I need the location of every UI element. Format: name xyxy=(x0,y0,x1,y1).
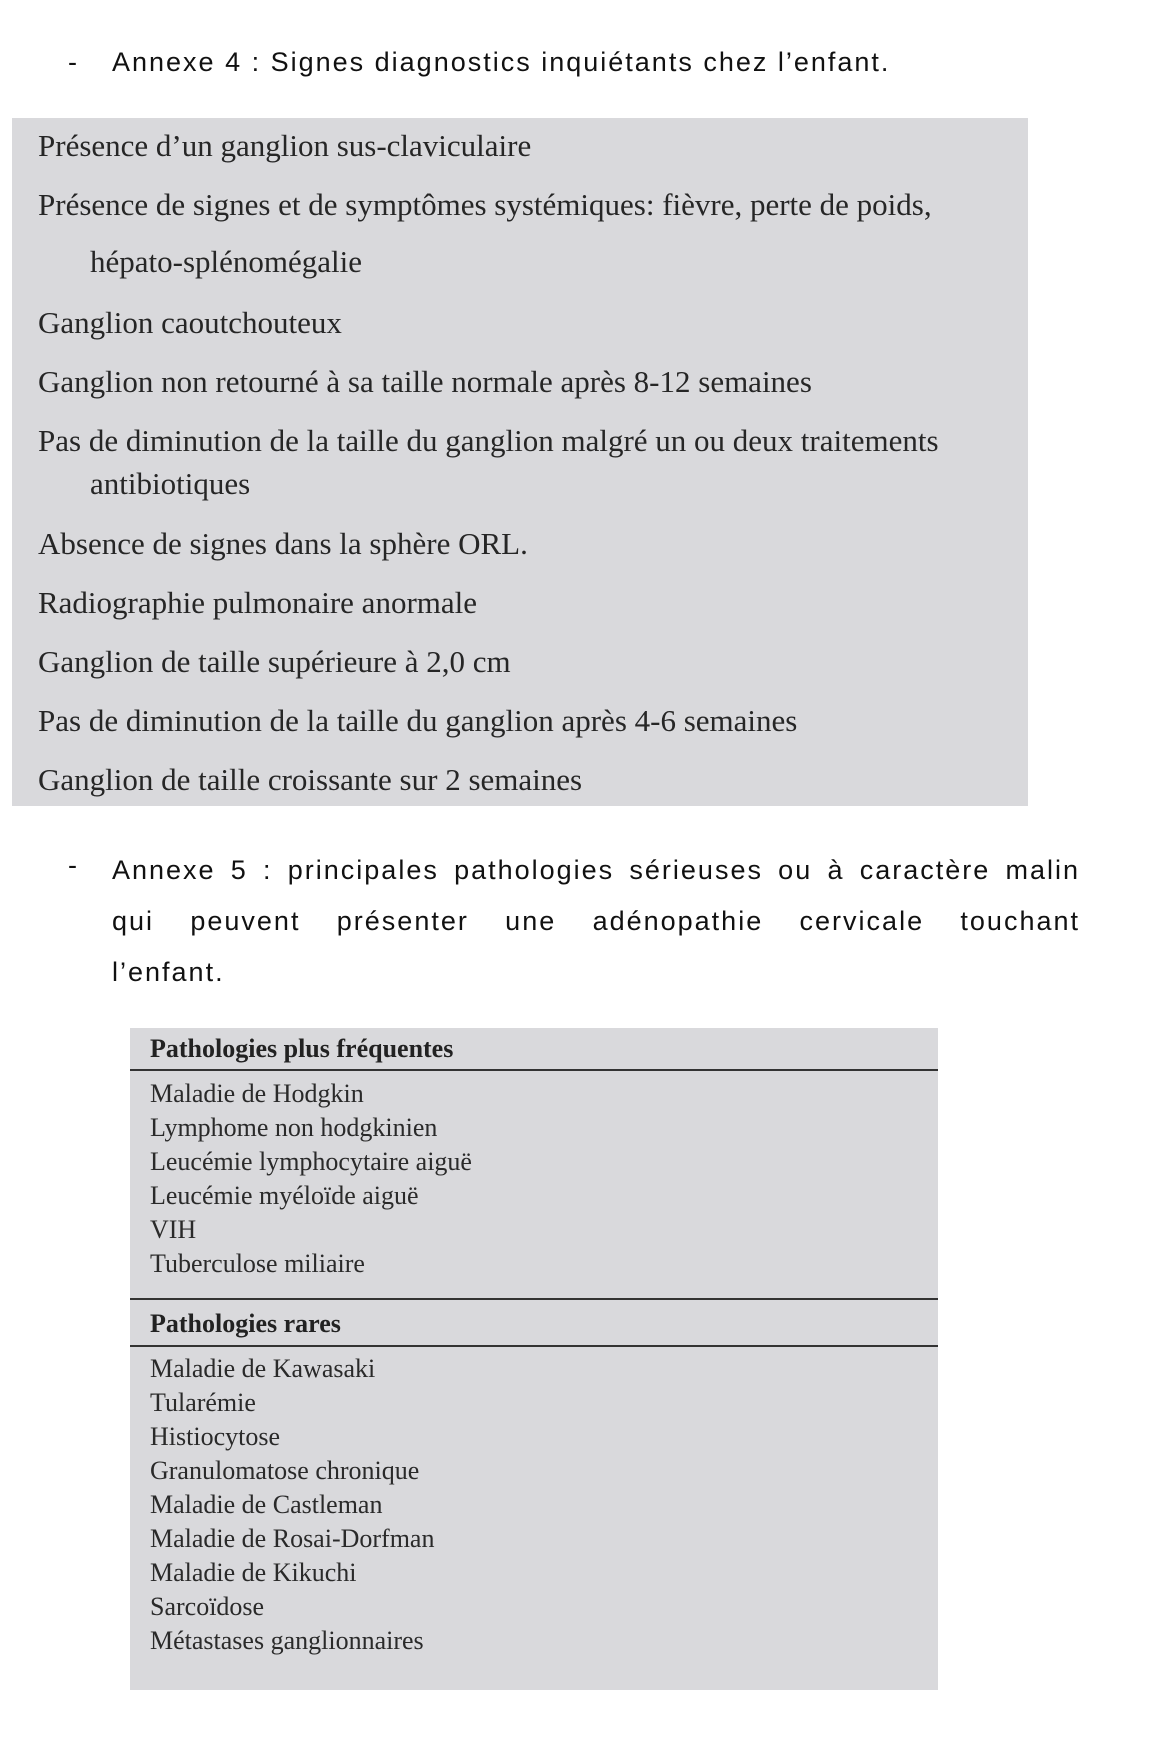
warning-sign-item xyxy=(38,423,939,502)
frequent-pathologies-list xyxy=(150,1077,472,1281)
pathology-item: Maladie de Kawasaki xyxy=(150,1354,376,1383)
warning-sign-item xyxy=(38,305,342,341)
annex4-heading: Annexe 4 : Signes diagnostics inquiétants chez l’enfant. xyxy=(112,47,891,77)
warning-signs-box xyxy=(12,118,1028,806)
warning-sign-text: Ganglion de taille supérieure à 2,0 cm xyxy=(38,644,511,679)
pathology-item: Maladie de Rosai-Dorfman xyxy=(150,1524,435,1553)
pathology-item: Maladie de Castleman xyxy=(150,1490,383,1519)
pathology-item: Sarcoïdose xyxy=(150,1592,265,1621)
pathology-item: Lymphome non hodgkinien xyxy=(150,1113,438,1142)
pathology-item: Leucémie lymphocytaire aiguë xyxy=(150,1147,472,1176)
header-divider xyxy=(130,1069,938,1071)
pathology-item: Histiocytose xyxy=(150,1422,280,1451)
pathology-item: VIH xyxy=(150,1215,197,1244)
warning-sign-text: Absence de signes dans la sphère ORL. xyxy=(38,526,528,561)
warning-sign-text: Présence d’un ganglion sus-claviculaire xyxy=(38,128,532,163)
pathology-item: Leucémie myéloïde aiguë xyxy=(150,1181,419,1210)
pathology-item: Métastases ganglionnaires xyxy=(150,1626,424,1655)
warning-sign-item xyxy=(38,703,797,739)
warning-sign-item xyxy=(38,128,531,164)
pathology-item: Tularémie xyxy=(150,1388,256,1417)
bullet-dash: - xyxy=(68,850,77,880)
warning-sign-continuation: antibiotiques xyxy=(90,466,251,501)
section-divider xyxy=(130,1298,938,1300)
pathology-item: Granulomatose chronique xyxy=(150,1456,420,1485)
rare-pathologies-list xyxy=(150,1352,434,1658)
warning-sign-item xyxy=(38,364,812,400)
warning-sign-text: Radiographie pulmonaire anormale xyxy=(38,585,478,620)
pathology-item: Maladie de Hodgkin xyxy=(150,1079,364,1108)
warning-sign-text: Ganglion non retourné à sa taille normale après 8-12 semaines xyxy=(38,364,812,399)
warning-sign-item xyxy=(38,187,932,280)
pathology-item: Maladie de Kikuchi xyxy=(150,1558,357,1587)
pathologies-table xyxy=(130,1028,938,1690)
warning-sign-item xyxy=(38,526,528,562)
rare-pathologies-header: Pathologies rares xyxy=(150,1309,341,1338)
frequent-pathologies-header: Pathologies plus fréquentes xyxy=(150,1034,454,1063)
warning-sign-text: Ganglion de taille croissante sur 2 semaines xyxy=(38,762,583,797)
annex5-heading xyxy=(112,845,1080,998)
warning-sign-text: Pas de diminution de la taille du ganglion après 4-6 semaines xyxy=(38,703,798,738)
annex5-heading-line: Annexe 5 : principales pathologies sérieuses ou à caractère malin xyxy=(112,855,1080,885)
bullet-dash: - xyxy=(68,47,77,77)
warning-sign-item xyxy=(38,762,582,798)
warning-sign-text: Présence de signes et de symptômes systémiques: fièvre, perte de poids, xyxy=(38,187,932,222)
annex5-heading-line: l’enfant. xyxy=(112,957,225,987)
warning-sign-text: Ganglion caoutchouteux xyxy=(38,305,342,340)
warning-sign-item xyxy=(38,644,511,680)
pathology-item: Tuberculose miliaire xyxy=(150,1249,365,1278)
warning-sign-continuation: hépato-splénomégalie xyxy=(90,244,363,279)
warning-sign-item xyxy=(38,585,477,621)
header-divider xyxy=(130,1345,938,1347)
warning-sign-text: Pas de diminution de la taille du ganglion malgré un ou deux traitements xyxy=(38,423,939,458)
annex5-heading-line: qui peuvent présenter une adénopathie cervicale touchant xyxy=(112,906,1080,936)
